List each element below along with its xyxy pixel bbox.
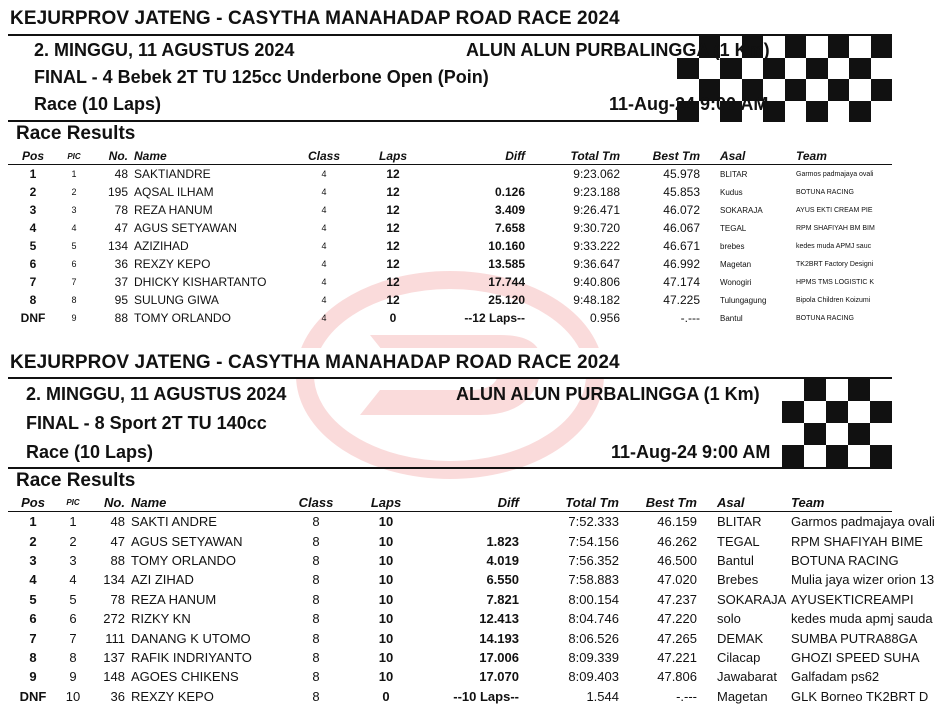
position-cell: 7: [29, 275, 37, 289]
table-row: [8, 219, 892, 237]
best-time-cell: 47.806: [657, 669, 697, 685]
rider-name-cell: SAKTI ANDRE: [131, 514, 217, 530]
diff-cell: --10 Laps--: [453, 688, 519, 704]
best-time-cell: 47.237: [657, 591, 697, 607]
best-time-cell: 47.020: [657, 572, 697, 588]
table-row: [8, 255, 892, 273]
best-time-cell: 45.978: [663, 167, 700, 181]
class-cell: 4: [321, 205, 327, 215]
rider-name-cell: AGUS SETYAWAN: [134, 221, 237, 235]
best-time-cell: 47.265: [657, 630, 697, 646]
diff-cell: 4.019: [486, 552, 519, 568]
class-cell: 8: [312, 649, 320, 665]
position-cell: 4: [29, 221, 37, 235]
total-time-cell: 1.544: [586, 688, 619, 704]
position-cell: 6: [29, 611, 37, 627]
rider-number-cell: 134: [103, 572, 125, 588]
table-row: [8, 273, 892, 291]
laps-cell: 10: [378, 533, 394, 549]
race-date: 2. MINGGU, 11 AGUSTUS 2024: [26, 384, 287, 404]
position-cell: 9: [29, 669, 37, 685]
best-time-cell: 47.220: [657, 611, 697, 627]
results-table: [8, 148, 892, 327]
total-time-cell: 9:36.647: [573, 257, 620, 271]
total-time-cell: 7:56.352: [568, 552, 619, 568]
team-cell: Garmos padmajaya ovali: [791, 514, 935, 530]
best-time-cell: 45.853: [663, 185, 700, 199]
laps-cell: 10: [378, 552, 394, 568]
team-cell: AYUS EKTI CREAM PIE: [796, 206, 873, 214]
total-time-cell: 8:06.526: [568, 630, 619, 646]
rider-name-cell: REXZY KEPO: [131, 688, 214, 704]
rider-number-cell: 37: [114, 275, 128, 289]
team-cell: kedes muda APMJ sauc: [796, 242, 872, 250]
origin-cell: Jawabarat: [717, 669, 777, 685]
total-time-cell: 8:00.154: [568, 591, 619, 607]
total-time-cell: 8:09.403: [568, 669, 619, 685]
race-class-title: FINAL - 4 Bebek 2T TU 125cc Underbone Open (Poin): [34, 67, 489, 87]
col-best: Best Tm: [652, 149, 700, 163]
rider-name-cell: DANANG K UTOMO: [131, 630, 251, 646]
laps-cell: 12: [386, 221, 400, 235]
best-time-cell: 47.225: [663, 293, 700, 307]
table-row: [8, 291, 892, 309]
diff-cell: [431, 512, 519, 532]
origin-cell: solo: [717, 611, 741, 627]
total-time-cell: 9:48.182: [573, 293, 620, 307]
total-time-cell: 9:30.720: [573, 221, 620, 235]
diff-cell: 7.821: [486, 591, 519, 607]
diff-cell: 1.823: [486, 533, 519, 549]
position-cell: 2: [29, 533, 37, 549]
rider-name-cell: RAFIK INDRIYANTO: [131, 649, 252, 665]
col-asal: Asal: [720, 149, 746, 163]
position-cell: 4: [29, 572, 37, 588]
diff-cell: --12 Laps--: [464, 311, 525, 325]
col-class: Class: [298, 495, 334, 510]
total-time-cell: 7:52.333: [568, 514, 619, 530]
rider-number-cell: 48: [114, 167, 128, 181]
race-venue: ALUN ALUN PURBALINGGA (1 Km): [456, 384, 760, 404]
col-name: Name: [131, 495, 167, 510]
rider-name-cell: TOMY ORLANDO: [134, 311, 231, 325]
pic-cell: 6: [69, 611, 77, 627]
position-cell: 3: [29, 203, 37, 217]
position-cell: 6: [29, 257, 37, 271]
position-cell: 1: [29, 167, 37, 181]
rider-number-cell: 47: [110, 533, 125, 549]
best-time-cell: 46.067: [663, 221, 700, 235]
diff-cell: 14.193: [479, 630, 519, 646]
rider-name-cell: AGUS SETYAWAN: [131, 533, 243, 549]
pic-cell: 5: [69, 591, 77, 607]
col-asal: Asal: [717, 495, 745, 510]
col-total: Total Tm: [570, 149, 620, 163]
rider-number-cell: 48: [110, 514, 125, 530]
total-time-cell: 9:33.222: [573, 239, 620, 253]
laps-cell: 10: [378, 649, 394, 665]
best-time-cell: 46.262: [657, 533, 697, 549]
pic-cell: 2: [71, 187, 77, 197]
laps-cell: 10: [378, 514, 394, 530]
table-row: [8, 531, 892, 550]
class-cell: 8: [312, 630, 320, 646]
diff-cell: 0.126: [494, 185, 525, 199]
rider-number-cell: 111: [105, 630, 125, 646]
col-team: Team: [796, 149, 827, 163]
class-cell: 8: [312, 533, 320, 549]
diff-cell: 7.658: [494, 221, 525, 235]
table-row: [8, 201, 892, 219]
class-cell: 4: [321, 187, 327, 197]
rider-name-cell: REZA HANUM: [131, 591, 217, 607]
rider-name-cell: TOMY ORLANDO: [131, 552, 236, 568]
rider-name-cell: AZIZIHAD: [134, 239, 189, 253]
position-cell: 2: [29, 185, 37, 199]
total-time-cell: 9:23.188: [573, 185, 620, 199]
rider-number-cell: 272: [103, 611, 125, 627]
col-diff: Diff: [505, 149, 525, 163]
class-cell: 8: [312, 591, 320, 607]
results-table: [8, 494, 935, 706]
col-pos: Pos: [21, 149, 44, 163]
team-cell: kedes muda apmj sauda: [791, 611, 933, 627]
origin-cell: Bantul: [717, 552, 754, 568]
laps-cell: 0: [389, 311, 397, 325]
origin-cell: Magetan: [720, 259, 752, 269]
race-date: 2. MINGGU, 11 AGUSTUS 2024: [34, 40, 295, 60]
col-pic: PIC: [66, 498, 80, 507]
class-cell: 8: [312, 514, 320, 530]
pic-cell: 7: [71, 277, 77, 287]
team-cell: Bipola Children Koizumi: [796, 296, 871, 304]
results-header-row: [8, 494, 892, 512]
position-cell: 5: [29, 239, 37, 253]
checkered-flag-icon: [782, 379, 892, 467]
table-row: [8, 165, 892, 184]
origin-cell: Wonogiri: [720, 277, 752, 287]
team-cell: Garmos padmajaya ovali: [796, 170, 874, 178]
total-time-cell: 7:54.156: [568, 533, 619, 549]
total-time-cell: 9:23.062: [573, 167, 620, 181]
table-row: [8, 551, 892, 570]
team-cell: Mulia jaya wizer orion 13: [791, 572, 935, 588]
best-time-cell: 46.072: [663, 203, 700, 217]
position-cell: DNF: [20, 311, 46, 325]
origin-cell: Bantul: [720, 313, 743, 323]
total-time-cell: 0.956: [589, 311, 620, 325]
laps-cell: 10: [378, 611, 394, 627]
class-cell: 4: [321, 313, 327, 323]
diff-cell: 6.550: [486, 572, 519, 588]
class-cell: 4: [321, 223, 327, 233]
laps-cell: 12: [386, 167, 400, 181]
origin-cell: TEGAL: [717, 533, 760, 549]
table-row: [8, 590, 892, 609]
class-cell: 8: [312, 611, 320, 627]
origin-cell: Tulungagung: [720, 295, 767, 305]
rider-number-cell: 195: [107, 185, 128, 199]
position-cell: 5: [29, 591, 37, 607]
pic-cell: 8: [69, 649, 77, 665]
origin-cell: Kudus: [720, 187, 743, 197]
laps-cell: 12: [386, 293, 400, 307]
pic-cell: 1: [69, 514, 77, 530]
rider-name-cell: RIZKY KN: [131, 611, 191, 627]
pic-cell: 3: [69, 552, 77, 568]
col-total: Total Tm: [565, 495, 619, 510]
team-cell: RPM SHAFIYAH BM BIM: [796, 224, 875, 232]
diff-cell: 12.413: [479, 611, 519, 627]
table-row: [8, 183, 892, 201]
class-cell: 8: [312, 552, 320, 568]
total-time-cell: 8:09.339: [568, 649, 619, 665]
pic-cell: 8: [71, 295, 77, 305]
laps-cell: 0: [382, 688, 390, 704]
class-cell: 4: [321, 259, 327, 269]
diff-cell: 10.160: [488, 239, 525, 253]
col-laps: Laps: [378, 149, 407, 163]
event-banner: [0, 4, 900, 34]
diff-cell: 25.120: [488, 293, 525, 307]
results-title: Race Results: [16, 470, 136, 491]
col-diff: Diff: [497, 495, 519, 510]
class-cell: 8: [312, 572, 320, 588]
col-no: No.: [108, 149, 128, 163]
laps-cell: 10: [378, 669, 394, 685]
rider-name-cell: REXZY KEPO: [134, 257, 211, 271]
position-cell: DNF: [19, 688, 47, 704]
team-cell: GLK Borneo TK2BRT D: [791, 688, 929, 704]
team-cell: SUMBA PUTRA88GA: [791, 630, 918, 646]
rider-number-cell: 88: [114, 311, 128, 325]
table-row: [8, 609, 892, 628]
race-laps-label: Race (10 Laps): [34, 94, 162, 114]
pic-cell: 2: [69, 533, 77, 549]
rider-number-cell: 78: [114, 203, 128, 217]
class-cell: 4: [321, 241, 327, 251]
class-cell: 4: [321, 295, 327, 305]
rider-name-cell: DHICKY KISHARTANTO: [134, 275, 267, 289]
race-venue: ALUN ALUN PURBALINGGA (1 Km): [466, 40, 770, 60]
best-time-cell: -.---: [680, 311, 700, 325]
table-row: [8, 648, 892, 667]
rider-number-cell: 148: [103, 669, 125, 685]
race-header: [8, 377, 892, 469]
team-cell: BOTUNA RACING: [791, 552, 899, 568]
position-cell: 8: [29, 293, 37, 307]
pic-cell: 7: [69, 630, 77, 646]
rider-number-cell: 36: [114, 257, 128, 271]
race-laps-label: Race (10 Laps): [26, 442, 154, 462]
laps-cell: 12: [386, 185, 400, 199]
pic-cell: 3: [71, 205, 77, 215]
results-header-row: [8, 148, 892, 165]
race-datetime: 11-Aug-24 9:00 AM: [611, 442, 771, 462]
table-row: [8, 667, 892, 686]
position-cell: 3: [29, 552, 37, 568]
laps-cell: 12: [386, 275, 400, 289]
rider-number-cell: 78: [110, 591, 125, 607]
rider-name-cell: AGOES CHIKENS: [131, 669, 239, 685]
rider-name-cell: SULUNG GIWA: [134, 293, 219, 307]
table-row: [8, 512, 892, 532]
diff-cell: 17.006: [479, 649, 519, 665]
col-class: Class: [307, 149, 341, 163]
origin-cell: DEMAK: [717, 630, 764, 646]
rider-number-cell: 137: [103, 649, 125, 665]
origin-cell: SOKARAJA: [717, 591, 787, 607]
total-time-cell: 9:40.806: [573, 275, 620, 289]
team-cell: HPMS TMS LOGISTIC K: [796, 278, 875, 286]
pic-cell: 9: [71, 313, 77, 323]
origin-cell: Cilacap: [717, 649, 761, 665]
race-class-title: FINAL - 8 Sport 2T TU 140cc: [26, 413, 267, 433]
pic-cell: 4: [69, 572, 77, 588]
best-time-cell: 47.174: [663, 275, 700, 289]
pic-cell: 6: [71, 259, 77, 269]
laps-cell: 12: [386, 203, 400, 217]
col-team: Team: [791, 495, 825, 510]
col-laps: Laps: [370, 495, 402, 510]
pic-cell: 1: [71, 169, 77, 179]
total-time-cell: 7:58.883: [568, 572, 619, 588]
table-row: [8, 237, 892, 255]
table-row: [8, 570, 892, 589]
pic-cell: 10: [65, 688, 81, 704]
diff-cell: 13.585: [488, 257, 525, 271]
team-cell: TK2BRT Factory Designi: [796, 260, 874, 268]
rider-name-cell: AQSAL ILHAM: [134, 185, 214, 199]
race-header: [8, 34, 892, 122]
team-cell: GHOZI SPEED SUHA: [791, 649, 920, 665]
team-cell: BOTUNA RACING: [796, 314, 854, 322]
best-time-cell: 47.221: [657, 649, 697, 665]
pic-cell: 9: [69, 669, 77, 685]
origin-cell: BLITAR: [720, 169, 748, 179]
diff-cell: [437, 165, 525, 184]
col-pic: PIC: [67, 151, 81, 161]
class-cell: 8: [312, 688, 320, 704]
rider-number-cell: 36: [110, 688, 125, 704]
laps-cell: 10: [378, 572, 394, 588]
diff-cell: 17.070: [479, 669, 519, 685]
rider-number-cell: 88: [110, 552, 125, 568]
table-row: [8, 628, 892, 647]
rider-number-cell: 47: [114, 221, 128, 235]
total-time-cell: 9:26.471: [573, 203, 620, 217]
pic-cell: 5: [71, 241, 77, 251]
race-sheet-2: [0, 345, 935, 720]
origin-cell: SOKARAJA: [720, 205, 763, 215]
race-datetime: 11-Aug-24 9:00 AM: [609, 94, 769, 114]
rider-number-cell: 134: [107, 239, 128, 253]
diff-cell: 17.744: [488, 275, 525, 289]
best-time-cell: 46.500: [657, 552, 697, 568]
origin-cell: BLITAR: [717, 514, 762, 530]
laps-cell: 10: [378, 591, 394, 607]
col-best: Best Tm: [645, 495, 697, 510]
class-cell: 4: [321, 277, 327, 287]
laps-cell: 12: [386, 239, 400, 253]
class-cell: 8: [312, 669, 320, 685]
rider-name-cell: AZI ZIHAD: [131, 572, 194, 588]
col-no: No.: [104, 495, 125, 510]
team-cell: BOTUNA RACING: [796, 188, 854, 196]
position-cell: 8: [29, 649, 37, 665]
position-cell: 1: [29, 514, 37, 530]
best-time-cell: -.---: [676, 688, 697, 704]
rider-name-cell: REZA HANUM: [134, 203, 213, 217]
total-time-cell: 8:04.746: [568, 611, 619, 627]
origin-cell: Magetan: [717, 688, 768, 704]
position-cell: 7: [29, 630, 37, 646]
table-row: [8, 309, 892, 327]
results-title: Race Results: [16, 123, 136, 144]
origin-cell: TEGAL: [720, 223, 747, 233]
pic-cell: 4: [71, 223, 77, 233]
best-time-cell: 46.159: [657, 514, 697, 530]
team-cell: AYUSEKTICREAMPI: [791, 591, 914, 607]
col-pos: Pos: [21, 495, 45, 510]
team-cell: Galfadam ps62: [791, 669, 880, 685]
race-sheet-1: [0, 0, 900, 345]
diff-cell: 3.409: [494, 203, 525, 217]
best-time-cell: 46.671: [663, 239, 700, 253]
event-banner: [0, 348, 900, 378]
class-cell: 4: [321, 169, 327, 179]
origin-cell: brebes: [720, 241, 745, 251]
event-title: KEJURPROV JATENG - CASYTHA MANAHADAP ROAD RACE 2024: [10, 352, 620, 373]
laps-cell: 10: [378, 630, 394, 646]
origin-cell: Brebes: [717, 572, 759, 588]
table-row: [8, 687, 892, 706]
event-title: KEJURPROV JATENG - CASYTHA MANAHADAP ROAD RACE 2024: [10, 8, 620, 29]
rider-name-cell: SAKTIANDRE: [134, 167, 211, 181]
laps-cell: 12: [386, 257, 400, 271]
col-name: Name: [134, 149, 167, 163]
best-time-cell: 46.992: [663, 257, 700, 271]
team-cell: RPM SHAFIYAH BIME: [791, 533, 923, 549]
rider-number-cell: 95: [114, 293, 128, 307]
